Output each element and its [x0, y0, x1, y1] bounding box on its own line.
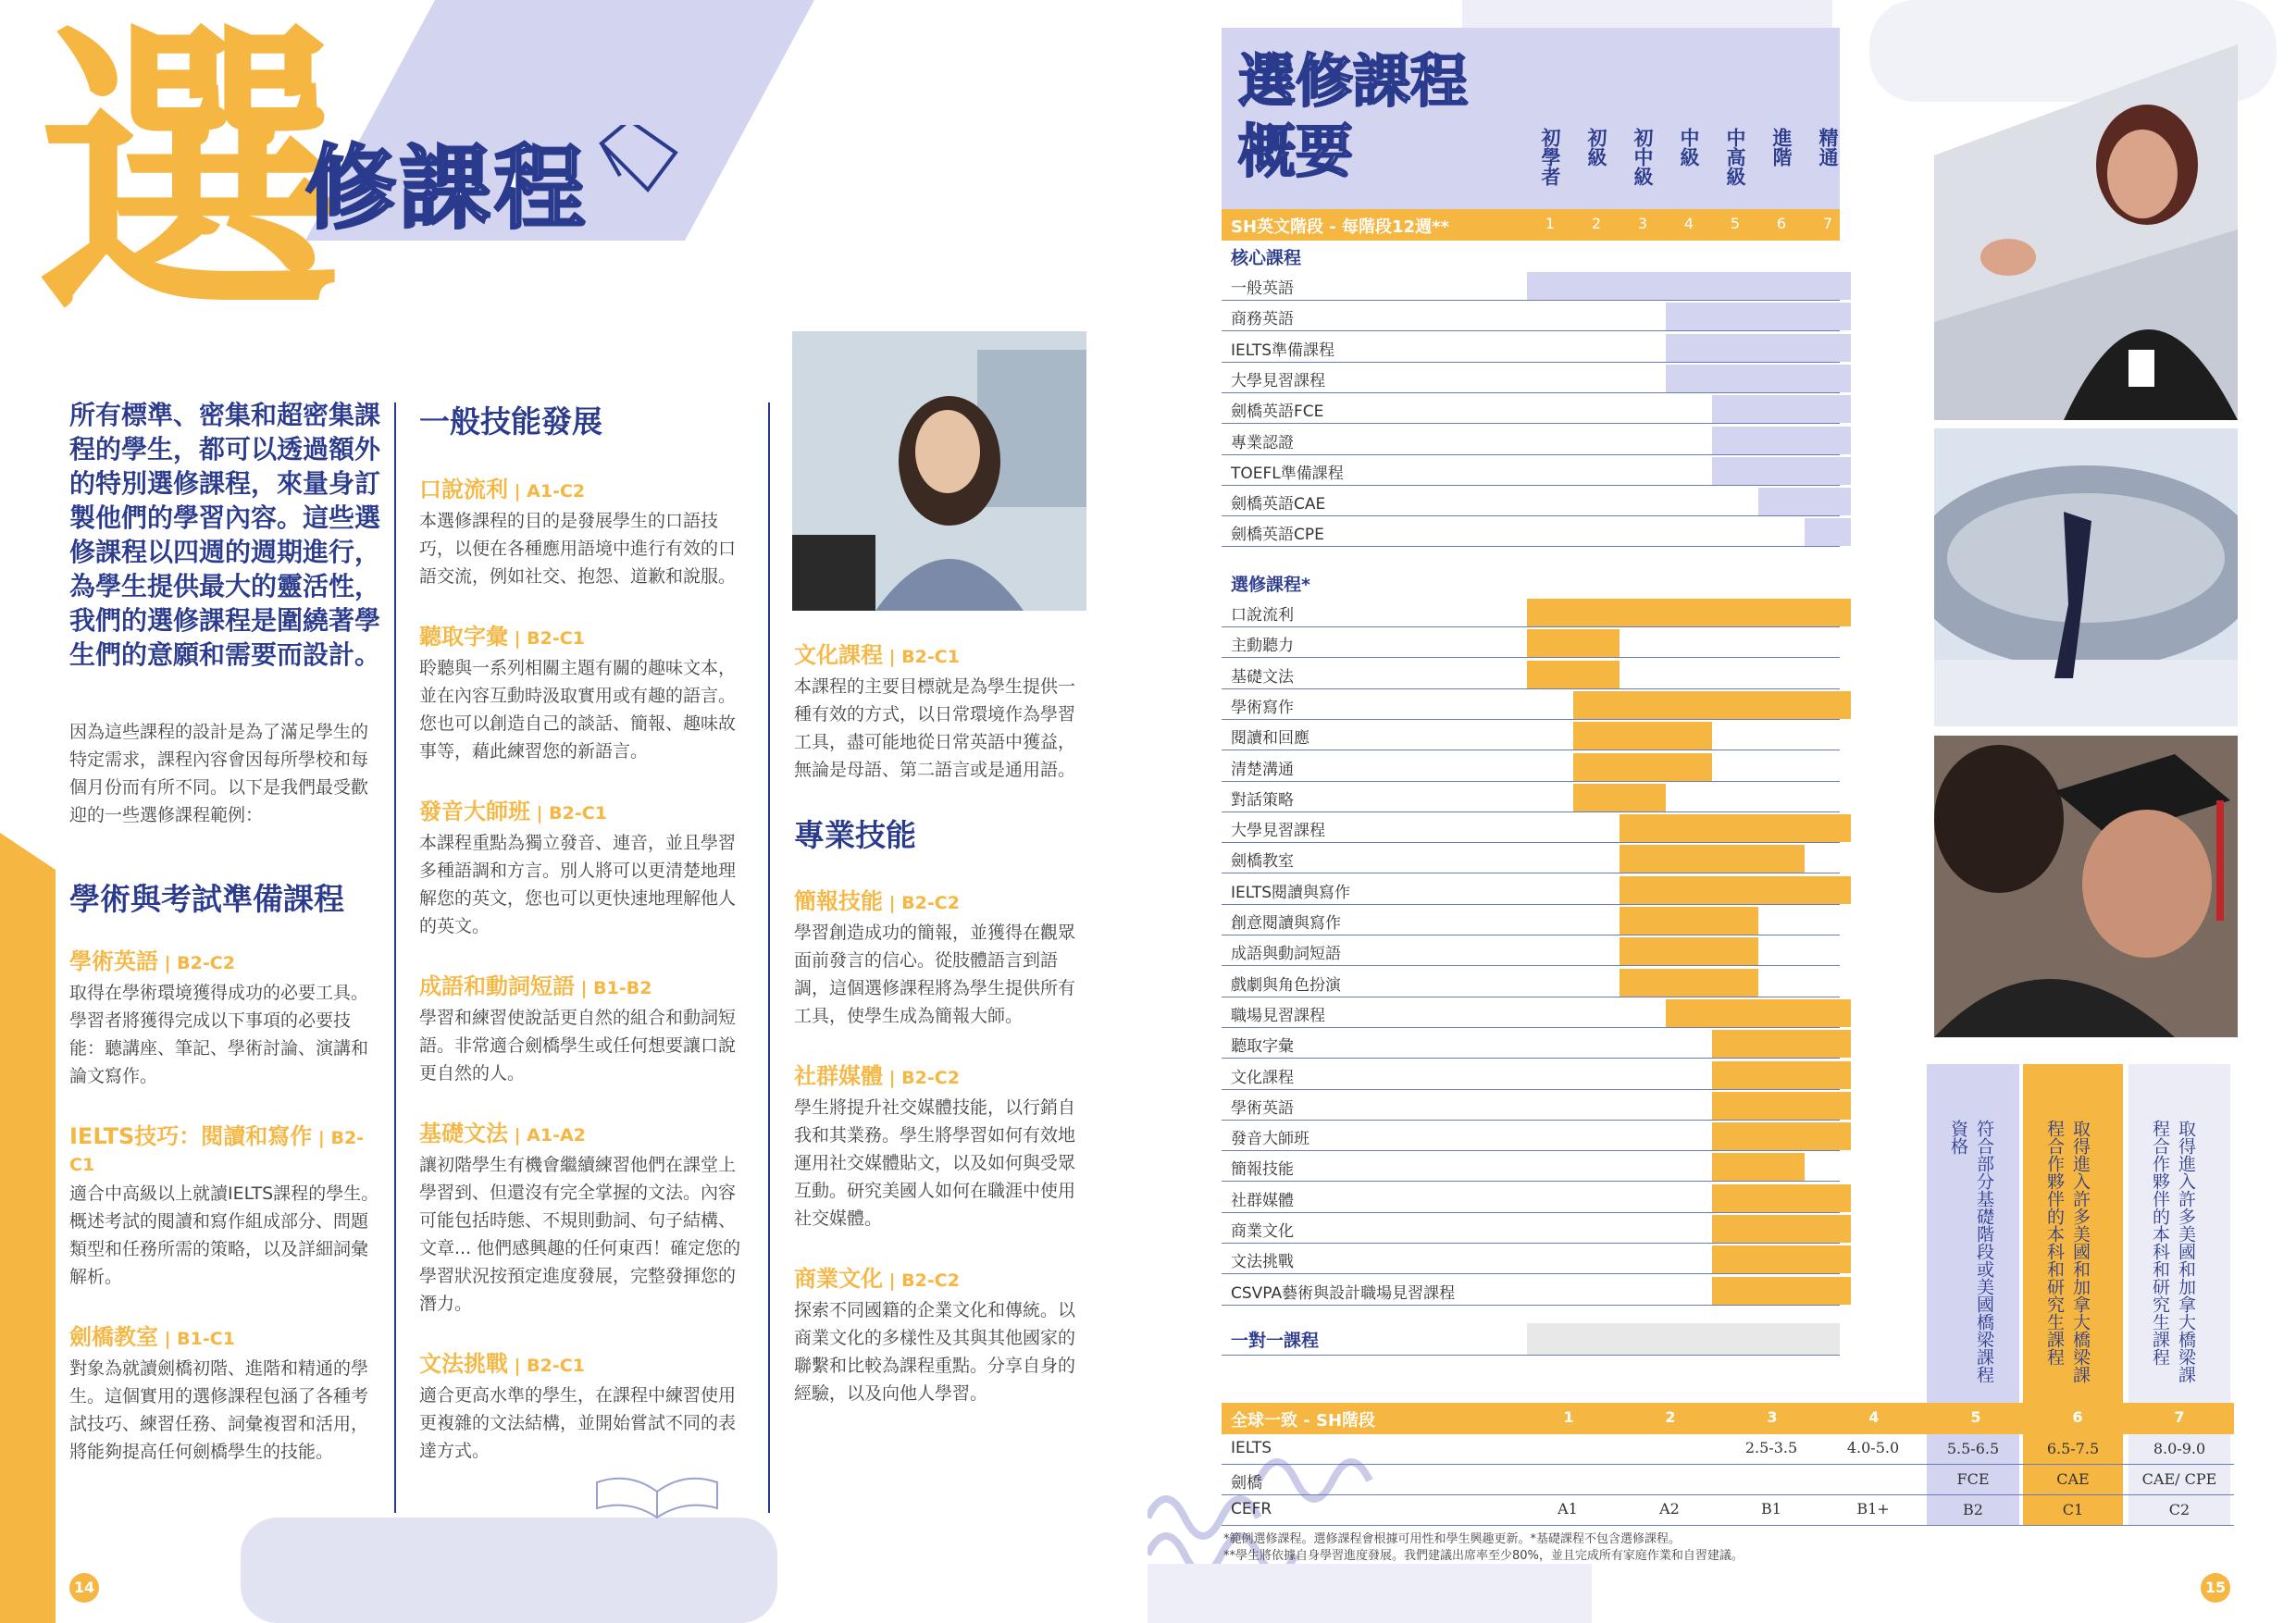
course-name: IELTS準備課程: [1231, 341, 1335, 360]
level-range-bar: [1620, 937, 1758, 965]
section-heading-general: 一般技能發展: [419, 403, 602, 440]
level-range-bar: [1666, 365, 1851, 392]
table-row: [1222, 488, 1840, 516]
course-title: 成語和動詞短語: [419, 973, 575, 999]
course-name: 學術寫作: [1231, 698, 1294, 717]
section-heading-academic: 學術與考試準備課程: [69, 881, 344, 917]
footnote-1: *範例選修課程。選修課程會根據可用性和學生興趣更新。*基礎課程不包含選修課程。: [1223, 1532, 1682, 1546]
level-range-bar: [1620, 876, 1851, 904]
intro-secondary: 因為這些課程的設計是為了滿足學生的特定需求，課程內容會因每所學校和每個月份而有所不同。以下是我們最受歡迎的一些選修課程範例：: [69, 722, 369, 825]
course-level: B2-C2: [177, 953, 235, 973]
level-range-bar: [1573, 784, 1666, 812]
level-header: 初中級: [1632, 128, 1654, 186]
equivalence-cell: B1: [1761, 1500, 1781, 1518]
course-item: 社群媒體 | B2-C2 學生將提升社交媒體技能，以行銷自我和其業務。學生將學習如何有效地運用社交媒體貼文，以及如何與受眾互動。研究美國人如何在職涯中使用社交媒體。: [794, 1058, 1090, 1233]
course-name: 學術英語: [1231, 1098, 1294, 1118]
course-description: 本課程的主要目標就是為學生提供一種有效的方式，以日常環境作為學習工具，盡可能地從日常英語中獲益，無論是母語、第二語言或是通用語。: [794, 676, 1076, 780]
overview-title: [1238, 46, 1468, 187]
course-title: 簡報技能: [794, 888, 883, 914]
table-row: [1222, 599, 1840, 627]
level-range-bar: [1712, 1092, 1851, 1120]
table-row: [1222, 753, 1840, 782]
course-item: 簡報技能 | B2-C2 學習創造成功的簡報，並獲得在觀眾面前發言的信心。從肢體語言到語調，這個選修課程將為學生提供所有工具，使學生成為簡報大師。: [794, 883, 1090, 1030]
course-name: 簡報技能: [1231, 1160, 1294, 1180]
table-row: [1222, 969, 1840, 997]
course-name: 商業文化: [1231, 1222, 1294, 1241]
pencil-icon: [592, 125, 685, 208]
course-title: 聽取字彙: [419, 624, 508, 650]
level-range-bar: [1712, 1277, 1851, 1305]
course-name: 口說流利: [1231, 606, 1294, 625]
stage-number: 1: [1563, 1408, 1574, 1426]
course-ielts-skills: IELTS技巧：閱讀和寫作 | B2-C1 適合中高級以上就讀IELTS課程的學生。概述考試的閱讀和寫作組成部分、問題類型和任務所需的策略，以及詳細詞彙解析。: [69, 1118, 384, 1291]
course-description: 本課程重點為獨立發音、連音，並且學習多種語調和方言。別人將可以更清楚地理解您的英文，您也可以更快速地理解他人的英文。: [419, 833, 737, 936]
level-number: 1: [1545, 215, 1556, 232]
course-name: 社群媒體: [1231, 1191, 1294, 1210]
course-name: 文法挑戰: [1231, 1253, 1294, 1272]
level-header: 中級: [1678, 128, 1700, 167]
table-row: [1222, 334, 1840, 363]
equivalence-cell: CAE/ CPE: [2128, 1465, 2230, 1494]
level-range-bar: [1712, 1061, 1851, 1089]
level-range-bar: [1666, 303, 1851, 330]
side-note-text: 符合部分基礎階段或美國橋梁課程資格: [1948, 1120, 1994, 1383]
table-row: [1222, 661, 1840, 689]
equivalence-cell: 6.5-7.5: [2023, 1434, 2123, 1464]
table-row: [1222, 365, 1840, 393]
table-row: [1222, 272, 1840, 301]
level-range-bar: [1573, 691, 1851, 719]
table-row: [1222, 999, 1840, 1028]
table-row: [1222, 303, 1840, 331]
course-academic-english: 學術英語 | B2-C2 取得在學術環境獲得成功的必要工具。學習者將獲得完成以下事項的必要技能：聽講座、筆記、學術討論、演講和論文寫作。: [69, 943, 384, 1090]
course-cambridge-classroom: 劍橋教室 | B1-C1 對象為就讀劍橋初階、進階和精通的學生。這個實用的選修課程包涵了各種考試技巧、練習任務、詞彙複習和活用，將能夠提高任何劍橋學生的技能。: [69, 1319, 384, 1466]
equivalence-cell: B1+: [1856, 1500, 1890, 1518]
level-range-bar: [1666, 334, 1851, 362]
level-number: 2: [1591, 215, 1602, 232]
global-stage-label: 全球一致 - SH階段: [1231, 1411, 1376, 1431]
equivalence-cell: C2: [2128, 1495, 2230, 1525]
equivalence-cell: CAE: [2023, 1465, 2123, 1494]
course-item: 口說流利 | A1-C2 本選修課程的目的是發展學生的口語技巧，以便在各種應用語境中進行有效的口語交流，例如社交、抱怨、道歉和說服。: [419, 471, 752, 590]
table-row: [1222, 845, 1840, 873]
level-header: 進階: [1770, 128, 1793, 167]
course-description: 取得在學術環境獲得成功的必要工具。學習者將獲得完成以下事項的必要技能：聽講座、筆記、學術討論、演講和論文寫作。: [69, 983, 369, 1086]
level-range-bar: [1527, 599, 1851, 626]
table-row: [1222, 518, 1840, 547]
course-description: 探索不同國籍的企業文化和傳統。以商業文化的多樣性及其與其他國家的聯繫和比較為課程重點。分享自身的經驗，以及向他人學習。: [794, 1300, 1076, 1404]
stage-header-label: SH英文階段 - 每階段12週**: [1231, 217, 1449, 237]
course-description: 適合中高級以上就讀IELTS課程的學生。概述考試的閱讀和寫作組成部分、問題類型和任務所需的策略，以及詳細詞彙解析。: [69, 1183, 379, 1287]
core-courses-heading: 核心課程: [1231, 248, 1302, 268]
side-note-column-1: [1927, 1064, 2019, 1403]
level-header: 中高級: [1724, 128, 1746, 186]
level-number: 5: [1730, 215, 1741, 232]
student-photo: [792, 331, 1086, 611]
graduation-photo: [1934, 736, 2238, 1037]
city-bean-photo: [1934, 428, 2238, 726]
course-title: 社群媒體: [794, 1063, 883, 1089]
course-level: B1-C1: [177, 1329, 235, 1349]
left-column-1: [69, 398, 384, 1493]
level-range-bar: [1712, 1122, 1851, 1150]
course-item: 商業文化 | B2-C2 探索不同國籍的企業文化和傳統。以商業文化的多樣性及其與其他國家的聯繫和比較為課程重點。分享自身的經驗，以及向他人學習。: [794, 1260, 1090, 1407]
equivalence-cell: 8.0-9.0: [2128, 1434, 2230, 1464]
course-level: B2-C1: [527, 628, 585, 649]
side-note-column-2: [2023, 1064, 2123, 1403]
course-item: 聽取字彙 | B2-C1 聆聽與一系列相關主題有關的趣味文本，並在內容互動時汲取實用或有趣的語言。您也可以創造自己的談話、簡報、趣味故事等，藉此練習您的新語言。: [419, 618, 752, 765]
level-number: 7: [1822, 215, 1833, 232]
course-item: 基礎文法 | A1-A2 讓初階學生有機會繼續練習他們在課堂上學習到、但還沒有完全掌握的文法。內容可能包括時態、不規則動詞、句子結構、文章... 他們感興趣的任何東西！確定您的學習狀況按預定進度發展，完整發揮您的潛力。: [419, 1115, 752, 1318]
intro-paragraph: 所有標準、密集和超密集課程的學生，都可以透過額外的特別選修課程，來量身訂製他們的學習內容。這些選修課程以四週的週期進行，為學生提供最大的靈活性，我們的選修課程是圍繞著學生們的意願和需要而設計。: [69, 400, 381, 670]
course-name: 成語與動詞短語: [1231, 945, 1341, 964]
stage-number: 7: [2174, 1408, 2185, 1426]
one-on-one-bar: [1527, 1323, 1840, 1355]
course-level: B2-C1: [527, 1356, 585, 1376]
stage-number: 5: [1970, 1408, 1981, 1426]
level-range-bar: [1527, 272, 1851, 300]
level-range-bar: [1620, 907, 1758, 935]
course-level: B1-B2: [593, 978, 652, 998]
course-name: 商務英語: [1231, 310, 1294, 329]
table-row: [1222, 722, 1840, 750]
level-number: 4: [1683, 215, 1694, 232]
course-name: 職場見習課程: [1231, 1006, 1325, 1025]
course-level: B2-C2: [901, 893, 960, 913]
course-level: B2-C1: [69, 1128, 365, 1175]
course-name: 劍橋英語FCE: [1231, 403, 1324, 422]
course-title: IELTS技巧：閱讀和寫作: [69, 1123, 313, 1149]
table-row: [1222, 1184, 1840, 1213]
table-row: [1222, 395, 1840, 424]
level-header: 初學者: [1539, 128, 1561, 186]
footnotes: [1223, 1531, 1744, 1565]
level-range-bar: [1712, 1153, 1805, 1181]
course-name: 大學見習課程: [1231, 822, 1325, 841]
level-range-bar: [1712, 1184, 1851, 1212]
level-range-bar: [1620, 814, 1851, 842]
section-heading-professional: 專業技能: [794, 817, 916, 853]
level-range-bar: [1712, 1245, 1851, 1273]
course-description: 本選修課程的目的是發展學生的口語技巧，以便在各種應用語境中進行有效的口語交流，例如社交、抱怨、道歉和說服。: [419, 511, 737, 587]
level-range-bar: [1805, 518, 1851, 546]
stage-number: 6: [2072, 1408, 2083, 1426]
course-level: B2-C2: [901, 1068, 960, 1088]
table-row: [1222, 876, 1840, 905]
page-number: 14: [69, 1573, 99, 1603]
exam-label: IELTS: [1231, 1439, 1272, 1457]
table-row: [1222, 1092, 1840, 1121]
course-name: 劍橋教室: [1231, 852, 1294, 872]
course-name: IELTS閱讀與寫作: [1231, 883, 1351, 902]
overview-title-line2: 概要: [1238, 118, 1354, 185]
equivalence-cell: A2: [1659, 1500, 1680, 1518]
equivalence-cell: 2.5-3.5: [1744, 1439, 1798, 1456]
overview-title-line1: 選修課程: [1238, 47, 1469, 115]
course-level: B2-C1: [549, 803, 607, 824]
left-column-3: [794, 637, 1090, 1435]
level-range-bar: [1620, 969, 1758, 997]
level-range-bar: [1712, 427, 1851, 454]
table-row: [1222, 1245, 1840, 1274]
level-range-bar: [1620, 845, 1805, 873]
course-description: 學生將提升社交媒體技能，以行銷自我和其業務。學生將學習如何有效地運用社交媒體貼文，以及如何與受眾互動。研究美國人如何在職涯中使用社交媒體。: [794, 1097, 1076, 1229]
course-name: 大學見習課程: [1231, 371, 1325, 390]
course-description: 讓初階學生有機會繼續練習他們在課堂上學習到、但還沒有完全掌握的文法。內容可能包括時態、不規則動詞、句子結構、文章... 他們感興趣的任何東西！確定您的學習狀況按預定進度發展，完整發揮您的潛力。: [419, 1155, 741, 1314]
equivalence-cell: A1: [1558, 1500, 1578, 1518]
column-divider: [768, 403, 770, 1513]
table-row: [1222, 1277, 1840, 1306]
course-name: 對話策略: [1231, 790, 1294, 810]
level-range-bar: [1573, 753, 1712, 781]
level-range-bar: [1527, 661, 1620, 688]
course-culture: 文化課程 | B2-C1 本課程的主要目標就是為學生提供一種有效的方式，以日常環境作為學習工具，盡可能地從日常英語中獲益，無論是母語、第二語言或是通用語。: [794, 637, 1090, 784]
level-header: 初級: [1585, 128, 1607, 167]
level-number: 6: [1776, 215, 1787, 232]
course-name: 清楚溝通: [1231, 760, 1294, 779]
course-title: 學術英語: [69, 948, 158, 974]
course-title: 文化課程: [794, 642, 883, 668]
table-row: [1222, 457, 1840, 486]
equivalence-row: [1222, 1434, 2234, 1465]
level-number: 3: [1637, 215, 1648, 232]
table-row: [1222, 814, 1840, 843]
course-title: 口說流利: [419, 477, 508, 502]
course-name: 劍橋英語CPE: [1231, 526, 1324, 545]
equivalence-cell: 5.5-6.5: [1927, 1434, 2019, 1464]
level-range-bar: [1712, 395, 1851, 423]
course-title: 商業文化: [794, 1266, 883, 1292]
level-range-bar: [1712, 1030, 1851, 1058]
table-row: [1222, 1153, 1840, 1182]
course-name: 主動聽力: [1231, 637, 1294, 656]
course-name: 劍橋英語CAE: [1231, 495, 1326, 514]
course-name: TOEFL準備課程: [1231, 464, 1344, 483]
equivalence-cell: FCE: [1927, 1465, 2019, 1494]
course-name: 聽取字彙: [1231, 1037, 1294, 1057]
course-item: 文法挑戰 | B2-C1 適合更高水準的學生，在課程中練習使用更複雜的文法結構，並開始嘗試不同的表達方式。: [419, 1345, 752, 1465]
side-note-text: 取得進入許多美國和加拿大橋梁課程合作夥伴的本科和研究生課程: [2150, 1120, 2196, 1383]
course-level: A1-A2: [527, 1125, 586, 1146]
course-name: 基礎文法: [1231, 667, 1294, 687]
course-title: 發音大師班: [419, 799, 530, 824]
course-name: 文化課程: [1231, 1068, 1294, 1087]
course-description: 適合更高水準的學生，在課程中練習使用更複雜的文法結構，並開始嘗試不同的表達方式。: [419, 1385, 737, 1461]
course-description: 對象為就讀劍橋初階、進階和精通的學生。這個實用的選修課程包涵了各種考試技巧、練習任務、詞彙複習和活用，將能夠提高任何劍橋學生的技能。: [69, 1358, 369, 1462]
page-title: 修課程: [305, 136, 590, 242]
exam-label: CEFR: [1231, 1500, 1272, 1518]
table-row: [1222, 427, 1840, 455]
table-row: [1222, 937, 1840, 966]
level-range-bar: [1666, 999, 1851, 1027]
equivalence-row: [1222, 1495, 2234, 1526]
column-divider: [394, 403, 396, 1513]
course-title: 劍橋教室: [69, 1324, 158, 1350]
page-number: 15: [2201, 1573, 2230, 1603]
exam-label: 劍橋: [1231, 1474, 1262, 1493]
one-on-one-label: 一對一課程: [1231, 1331, 1320, 1351]
table-row: [1222, 784, 1840, 812]
course-item: 發音大師班 | B2-C1 本課程重點為獨立發音、連音，並且學習多種語調和方言。別人將可以更清楚地理解您的英文，您也可以更快速地理解他人的英文。: [419, 793, 752, 940]
stage-number: 3: [1767, 1408, 1778, 1426]
table-row: [1222, 907, 1840, 935]
stage-number: 2: [1665, 1408, 1676, 1426]
level-range-bar: [1527, 629, 1620, 657]
table-row: [1222, 1122, 1840, 1151]
course-name: 發音大師班: [1231, 1130, 1309, 1149]
table-row: [1222, 691, 1840, 720]
course-description: 學習創造成功的簡報，並獲得在觀眾面前發言的信心。從肢體語言到語調，這個選修課程將為學生提供所有工具，使學生成為簡報大師。: [794, 923, 1076, 1026]
course-name: CSVPA藝術與設計職場見習課程: [1231, 1283, 1456, 1303]
table-row: [1222, 629, 1840, 658]
level-range-bar: [1712, 457, 1851, 485]
table-row: [1222, 1215, 1840, 1244]
course-name: 一般英語: [1231, 279, 1294, 298]
course-level: B2-C2: [901, 1270, 960, 1291]
side-note-text: 取得進入許多美國和加拿大橋梁課程合作夥伴的本科和研究生課程: [2044, 1120, 2091, 1383]
side-note-column-3: [2128, 1064, 2230, 1403]
teacher-photo: [1934, 44, 2238, 420]
equivalence-row: [1222, 1465, 2234, 1495]
elective-courses-heading: 選修課程*: [1231, 575, 1310, 595]
course-title: 基礎文法: [419, 1121, 508, 1146]
course-description: 學習和練習使說話更自然的組合和動詞短語。非常適合劍橋學生或任何想要讓口說更自然的人。: [419, 1008, 737, 1084]
left-column-2: [419, 398, 752, 1493]
course-name: 專業認證: [1231, 433, 1294, 452]
table-row: [1222, 1030, 1840, 1059]
table-row: [1222, 1061, 1840, 1090]
book-icon: [592, 1471, 722, 1527]
level-range-bar: [1758, 488, 1851, 515]
course-level: A1-C2: [527, 481, 586, 502]
one-on-one-row: [1222, 1323, 1840, 1356]
course-name: 創意閱讀與寫作: [1231, 914, 1341, 933]
equivalence-cell: 4.0-5.0: [1846, 1439, 1900, 1456]
course-name: 閱讀和回應: [1231, 729, 1309, 749]
level-range-bar: [1712, 1215, 1851, 1243]
course-item: 成語和動詞短語 | B1-B2 學習和練習使說話更自然的組合和動詞短語。非常適合劍橋學生或任何想要讓口說更自然的人。: [419, 968, 752, 1087]
equivalence-cell: C1: [2023, 1495, 2123, 1525]
footnote-2: **學生將依據自身學習進度發展。我們建議出席率至少80%，並且完成所有家庭作業和自習建議。: [1223, 1549, 1744, 1563]
level-header: 精通: [1817, 128, 1839, 167]
stage-number: 4: [1868, 1408, 1880, 1426]
equivalence-cell: B2: [1927, 1495, 2019, 1525]
course-title: 文法挑戰: [419, 1351, 508, 1377]
course-description: 聆聽與一系列相關主題有關的趣味文本，並在內容互動時汲取實用或有趣的語言。您也可以創造自己的談話、簡報、趣味故事等，藉此練習您的新語言。: [419, 658, 737, 762]
level-range-bar: [1573, 722, 1712, 750]
course-name: 戲劇與角色扮演: [1231, 975, 1341, 995]
title-big-character: 選: [37, 0, 342, 353]
course-level: B2-C1: [901, 647, 960, 667]
